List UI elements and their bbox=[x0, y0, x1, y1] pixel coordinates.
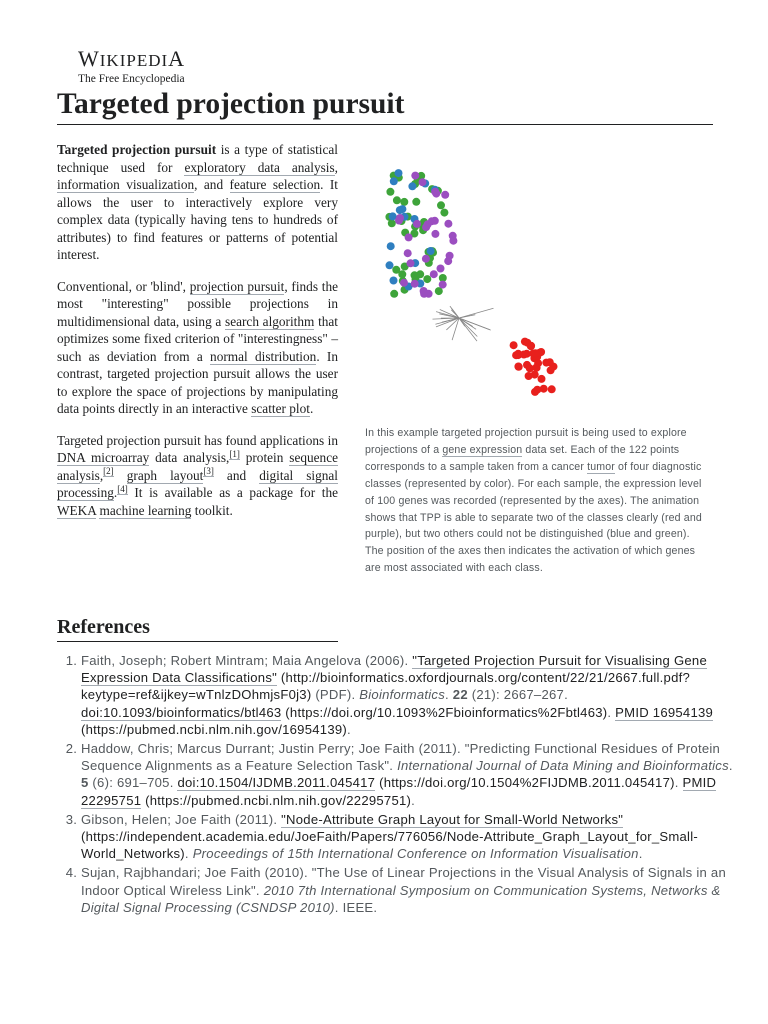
scatter-point bbox=[546, 358, 554, 366]
text: data set. Each of the 122 points corresponds to a sample taken from a cancer bbox=[365, 443, 680, 473]
citation-2[interactable]: [2] bbox=[103, 466, 114, 477]
text: . bbox=[674, 775, 683, 791]
citation-3[interactable]: [3] bbox=[203, 466, 214, 477]
link-weka[interactable]: WEKA bbox=[57, 502, 97, 518]
scatter-point bbox=[437, 201, 445, 209]
projection-axis bbox=[459, 315, 475, 318]
reference-item bbox=[81, 864, 741, 916]
link-search-algorithm[interactable]: search algorithm bbox=[225, 313, 315, 329]
scatter-point bbox=[413, 220, 421, 228]
ref-volume: 22 bbox=[452, 687, 468, 703]
scatter-point bbox=[520, 351, 528, 359]
scatter-point bbox=[393, 196, 401, 204]
ref-authors: Haddow, Chris; Marcus Durrant; Justin Perry; Joe Faith (2011). "Predicting Functional Residues of Protein Sequence Alignments as a Feature Selection Task". bbox=[81, 741, 721, 774]
scatter-point bbox=[387, 242, 395, 250]
logo-tagline: The Free Encyclopedia bbox=[78, 73, 185, 85]
ref-url: (https://independent.academia.edu/JoeFaith/Papers/776056/Node-Attribute_Graph_Layout_for_Small-World_Networks) bbox=[81, 829, 698, 862]
scatter-point bbox=[439, 281, 447, 289]
title-divider bbox=[57, 124, 713, 125]
ref-authors: Gibson, Helen; Joe Faith (2011). bbox=[81, 811, 282, 827]
text: . IEEE. bbox=[334, 899, 378, 915]
ref-title-link[interactable]: "Node-Attribute Graph Layout for Small-World Networks" bbox=[281, 811, 624, 827]
page-title: Targeted projection pursuit bbox=[57, 88, 405, 120]
scatter-point bbox=[430, 270, 438, 278]
ref-journal: International Journal of Data Mining and Bioinformatics bbox=[397, 758, 729, 774]
scatter-point bbox=[400, 279, 408, 287]
scatter-point bbox=[533, 386, 541, 394]
link-feature-selection[interactable]: feature selection bbox=[229, 177, 321, 192]
scatter-point bbox=[412, 198, 420, 206]
text: is a type of statistical technique used for bbox=[57, 142, 338, 175]
logo-wordmark: WIKIPEDIA bbox=[78, 46, 186, 71]
references-divider bbox=[57, 641, 338, 642]
citation-4[interactable]: [4] bbox=[117, 483, 128, 494]
link-information-visualization[interactable]: information visualization bbox=[57, 177, 195, 192]
scatter-point bbox=[527, 342, 535, 350]
text: Conventional, or 'blind', bbox=[57, 278, 190, 294]
text: . bbox=[638, 846, 643, 862]
text: , bbox=[99, 467, 104, 483]
scatter-point bbox=[437, 265, 445, 273]
link-exploratory-data-analysis[interactable]: exploratory data analysis bbox=[184, 159, 335, 175]
text: protein bbox=[239, 450, 290, 465]
scatter-point bbox=[407, 259, 415, 267]
scatter-point bbox=[532, 364, 540, 372]
text: . bbox=[184, 846, 193, 862]
references-heading: References bbox=[57, 616, 150, 638]
ref-doi-url: (https://doi.org/10.1093%2Fbioinformatics%2Fbtl463) bbox=[281, 704, 608, 720]
text bbox=[114, 468, 127, 483]
figure bbox=[361, 153, 710, 577]
scatter-point bbox=[404, 249, 412, 257]
ref-pmid-url: (https://pubmed.ncbi.nlm.nih.gov/22295751) bbox=[141, 792, 412, 808]
text: (21): 2667–267. bbox=[467, 687, 568, 703]
article-body bbox=[57, 141, 338, 533]
text: . bbox=[113, 485, 118, 500]
scatter-point bbox=[395, 217, 403, 225]
link-graph-layout[interactable]: graph layout bbox=[126, 467, 204, 483]
references-list bbox=[57, 652, 741, 918]
ref-authors: Faith, Joseph; Robert Mintram; Maia Angelova (2006). bbox=[81, 653, 413, 668]
link-sequence-analysis[interactable]: sequence analysis bbox=[57, 450, 338, 483]
scatter-point bbox=[390, 290, 398, 298]
scatter-point bbox=[416, 270, 424, 278]
scatter-point bbox=[396, 206, 404, 214]
text: It is available as a package for the bbox=[127, 485, 338, 500]
text: . bbox=[347, 721, 351, 737]
scatter-point bbox=[531, 349, 539, 357]
ref-volume: 5 bbox=[81, 775, 89, 791]
link-normal-distribution[interactable]: normal distribution bbox=[210, 348, 317, 364]
applications-paragraph bbox=[57, 432, 338, 520]
projection-axis bbox=[459, 318, 477, 337]
scatter-point bbox=[405, 233, 413, 241]
figure-caption bbox=[361, 425, 710, 577]
scatter-point bbox=[395, 169, 403, 177]
scatter-point bbox=[432, 190, 440, 198]
text: , bbox=[334, 159, 338, 175]
text: . bbox=[607, 704, 616, 720]
ref-pmid-link[interactable]: PMID 16954139 bbox=[615, 704, 714, 720]
text: , and bbox=[194, 177, 230, 192]
ref-pmid-url: (https://pubmed.ncbi.nlm.nih.gov/16954139) bbox=[81, 721, 347, 737]
scatter-point bbox=[449, 232, 457, 240]
projection-axis bbox=[436, 318, 459, 327]
scatter-point bbox=[423, 275, 431, 283]
ref-title-link[interactable]: "Targeted Projection Pursuit for Visualising Gene Expression Data Classifications" bbox=[81, 653, 707, 686]
scatter-point bbox=[411, 172, 419, 180]
scatter-point bbox=[386, 261, 394, 269]
link-gene-expression[interactable]: gene expression bbox=[442, 443, 523, 456]
link-scatter-plot[interactable]: scatter plot bbox=[251, 401, 310, 416]
text: (PDF). bbox=[311, 687, 360, 703]
citation-1[interactable]: [1] bbox=[229, 448, 240, 459]
ref-authors: Sujan, Rajbhandari; Joe Faith (2010). "The Use of Linear Projections in the Visual Analysis of Signals in an Indoor Optical Wireless Link". bbox=[81, 865, 726, 898]
scatter-point bbox=[514, 363, 522, 371]
text: In this example targeted projection pursuit is being used to explore projections of a bbox=[365, 427, 687, 456]
link-tumor[interactable]: tumor bbox=[587, 460, 615, 473]
scatter-point bbox=[440, 209, 448, 217]
reference-item bbox=[81, 652, 741, 738]
text: of four diagnostic classes (represented by color). For each sample, the expression level of 100 genes was recorded (represented by the axes). The animation shows that TPP is able to separate two of the classes clearly (red and purple), but two others could not be distinguished (blue and green). The position of the axes then indicates the activation of which genes are most associated with each class. bbox=[365, 460, 702, 575]
text: . bbox=[445, 687, 453, 703]
text: . bbox=[728, 758, 733, 774]
text: and bbox=[213, 467, 260, 483]
scatter-point bbox=[390, 277, 398, 285]
link-digital-signal-processing[interactable]: digital signal processing bbox=[57, 467, 338, 500]
text: that optimizes some fixed criterion of "interestingness" – such as deviation from a bbox=[57, 313, 339, 364]
text: toolkit. bbox=[191, 502, 233, 518]
scatter-point bbox=[422, 255, 430, 263]
scatter-point bbox=[548, 385, 556, 393]
scatter-point bbox=[390, 177, 398, 185]
ref-doi-url: (https://doi.org/10.1504%2FIJDMB.2011.045417) bbox=[375, 775, 675, 791]
ref-journal: 2010 7th International Symposium on Communication Systems, Networks & Digital Signal Processing (CSNDSP 2010) bbox=[81, 882, 721, 915]
text: . It allows the user to interactively explore very complex data (typically having tens to hundreds of attributes) to find features or patterns of potential interest. bbox=[57, 177, 338, 262]
wikipedia-logo[interactable] bbox=[78, 48, 185, 86]
conventional-paragraph bbox=[57, 278, 338, 418]
reference-item bbox=[81, 811, 741, 863]
ref-pmid-link[interactable]: PMID 22295751 bbox=[81, 775, 717, 808]
scatter-point bbox=[422, 223, 430, 231]
term-bold: Targeted projection pursuit bbox=[57, 142, 217, 157]
scatter-point bbox=[400, 198, 408, 206]
text: . bbox=[411, 792, 416, 808]
scatter-point bbox=[411, 280, 419, 288]
text: . In contrast, targeted projection pursuit allows the user to explore the space of projections by manipulating data points directly in an interactive bbox=[57, 348, 338, 416]
scatter-point bbox=[431, 230, 439, 238]
scatter-point bbox=[427, 247, 435, 255]
link-projection-pursuit[interactable]: projection pursuit bbox=[189, 278, 285, 294]
intro-paragraph bbox=[57, 141, 338, 264]
tpp-scatter-plot-image[interactable] bbox=[361, 153, 710, 421]
ref-url: (http://bioinformatics.oxfordjournals.org/content/22/21/2667.full.pdf?keytype=ref&ijkey=wTnlzDOhmjsF0j3) bbox=[81, 670, 691, 703]
text: , finds the most "interesting" possible projections in multidimensional data, using a bbox=[57, 278, 338, 329]
text: data analysis, bbox=[149, 450, 230, 465]
scatter-point bbox=[444, 257, 452, 265]
text: Targeted projection pursuit has found applications in bbox=[57, 432, 338, 448]
scatter-point bbox=[441, 191, 449, 199]
link-dna-microarray[interactable]: DNA microarray bbox=[57, 450, 150, 465]
ref-doi-link[interactable]: doi:10.1093/bioinformatics/btl463 bbox=[81, 704, 282, 720]
scatter-point bbox=[444, 220, 452, 228]
text: . bbox=[309, 401, 314, 416]
reference-item bbox=[81, 740, 741, 809]
scatter-point bbox=[525, 372, 533, 380]
scatter-point bbox=[398, 270, 406, 278]
scatter-point bbox=[420, 290, 428, 298]
ref-journal: Proceedings of 15th International Conference on Information Visualisation bbox=[192, 846, 639, 862]
link-machine-learning[interactable]: machine learning bbox=[99, 502, 192, 518]
scatter-point bbox=[419, 178, 427, 186]
scatter-point bbox=[408, 182, 416, 190]
ref-doi-link[interactable]: doi:10.1504/IJDMB.2011.045417 bbox=[177, 775, 376, 791]
scatter-point bbox=[538, 375, 546, 383]
text: (6): 691–705. bbox=[88, 775, 178, 791]
ref-journal: Bioinformatics bbox=[359, 687, 445, 703]
scatter-point bbox=[386, 188, 394, 196]
scatter-point bbox=[428, 217, 436, 225]
scatter-point bbox=[510, 341, 518, 349]
